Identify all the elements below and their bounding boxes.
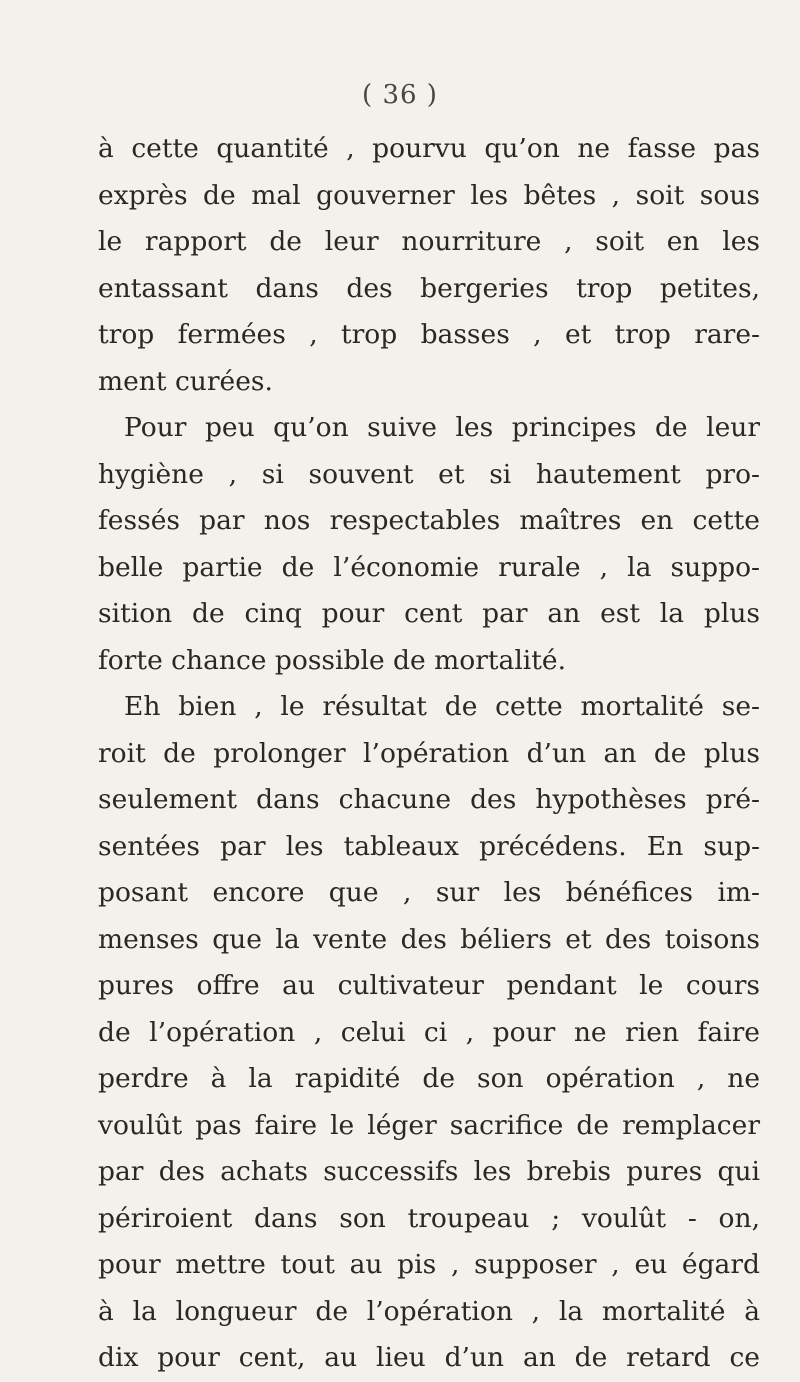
text-line: menses que la vente des béliers et des toisons bbox=[98, 923, 760, 955]
text-line: fessés par nos respectables maîtres en cette bbox=[98, 505, 760, 536]
text-line: sition de cinq pour cent par an est la plus bbox=[98, 598, 760, 629]
text-line: belle partie de l’économie rurale , la suppo- bbox=[98, 551, 760, 583]
text-line: trop fermées , trop basses , et trop rare- bbox=[98, 319, 760, 350]
text-line: Pour peu qu’on suive les principes de leur bbox=[124, 412, 760, 443]
text-line: posant encore que , sur les bénéfices im- bbox=[98, 877, 760, 908]
text-line: perdre à la rapidité de son opération , ne bbox=[98, 1063, 760, 1094]
text-line: sentées par les tableaux précédens. En sup- bbox=[98, 830, 760, 862]
body-text bbox=[98, 126, 760, 1382]
text-line: à cette quantité , pourvu qu’on ne fasse pas bbox=[98, 133, 760, 164]
text-line: à la longueur de l’opération , la mortalité à bbox=[98, 1295, 760, 1327]
text-line: forte chance possible de mortalité. bbox=[98, 644, 567, 676]
text-line: voulût pas faire le léger sacrifice de remplacer bbox=[98, 1109, 760, 1141]
text-line: dix pour cent, au lieu d’un an de retard ce bbox=[98, 1342, 760, 1373]
text-line: entassant dans des bergeries trop petites, bbox=[98, 272, 760, 304]
page-number: ( 36 ) bbox=[362, 80, 438, 110]
text-line: seulement dans chacune des hypothèses pré- bbox=[98, 784, 760, 815]
text-line: Eh bien , le résultat de cette mortalité se- bbox=[124, 691, 760, 722]
text-line: le rapport de leur nourriture , soit en les bbox=[98, 226, 760, 257]
text-line: roit de prolonger l’opération d’un an de plus bbox=[98, 737, 760, 769]
text-line: hygiène , si souvent et si hautement pro- bbox=[98, 458, 760, 490]
text-line: pour mettre tout au pis , supposer , eu égard bbox=[98, 1249, 760, 1280]
text-line: pures offre au cultivateur pendant le cours bbox=[98, 970, 760, 1001]
text-line: ment curées. bbox=[98, 365, 273, 397]
text-line: de l’opération , celui ci , pour ne rien faire bbox=[98, 1016, 760, 1048]
text-line: par des achats successifs les brebis pures qui bbox=[98, 1156, 760, 1187]
text-line: périroient dans son troupeau ; voulût - on, bbox=[98, 1202, 760, 1234]
text-line: exprès de mal gouverner les bêtes , soit sous bbox=[98, 179, 760, 211]
